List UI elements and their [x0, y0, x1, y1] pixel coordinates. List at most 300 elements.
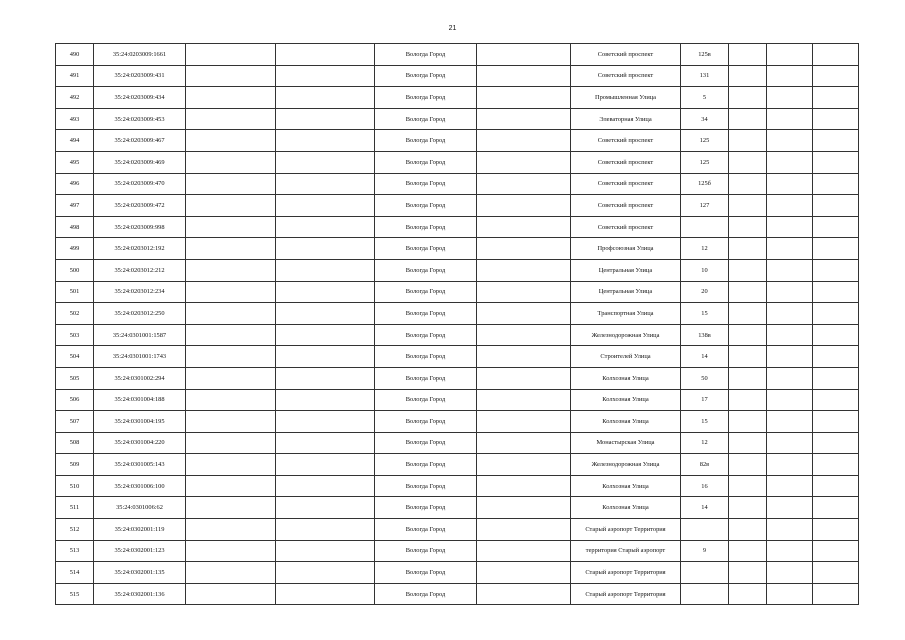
house-number-cell: 5: [681, 87, 729, 109]
empty-cell: [767, 411, 813, 433]
row-number-cell: 511: [56, 497, 94, 519]
empty-cell: [477, 195, 571, 217]
table-row: [56, 411, 859, 433]
cadastral-number-cell: 35:24:0203009:472: [94, 195, 186, 217]
house-number-cell: 20: [681, 281, 729, 303]
city-cell: Вологда Город: [375, 281, 477, 303]
empty-cell: [276, 346, 375, 368]
city-cell: Вологда Город: [375, 367, 477, 389]
empty-cell: [813, 65, 859, 87]
cadastral-number-cell: 35:24:0301004:188: [94, 389, 186, 411]
house-number-cell: [681, 519, 729, 541]
house-number-cell: 125: [681, 130, 729, 152]
empty-cell: [813, 367, 859, 389]
row-number-cell: 499: [56, 238, 94, 260]
row-number-cell: 509: [56, 454, 94, 476]
cadastral-number-cell: 35:24:0203009:467: [94, 130, 186, 152]
empty-cell: [186, 130, 276, 152]
house-number-cell: 15: [681, 411, 729, 433]
empty-cell: [477, 411, 571, 433]
empty-cell: [813, 173, 859, 195]
empty-cell: [813, 497, 859, 519]
empty-cell: [767, 475, 813, 497]
empty-cell: [767, 151, 813, 173]
empty-cell: [276, 173, 375, 195]
empty-cell: [767, 540, 813, 562]
empty-cell: [276, 259, 375, 281]
empty-cell: [276, 87, 375, 109]
street-cell: Советский проспект: [571, 195, 681, 217]
street-cell: Центральная Улица: [571, 281, 681, 303]
row-number-cell: 512: [56, 519, 94, 541]
cadastral-number-cell: 35:24:0301004:195: [94, 411, 186, 433]
empty-cell: [767, 216, 813, 238]
city-cell: Вологда Город: [375, 324, 477, 346]
empty-cell: [186, 389, 276, 411]
table-row: [56, 346, 859, 368]
cadastral-number-cell: 35:24:0301006:62: [94, 497, 186, 519]
city-cell: Вологда Город: [375, 497, 477, 519]
street-cell: Колхозная Улица: [571, 389, 681, 411]
table-row: [56, 238, 859, 260]
street-cell: Советский проспект: [571, 173, 681, 195]
empty-cell: [477, 583, 571, 605]
house-number-cell: 34: [681, 108, 729, 130]
table-row: [56, 324, 859, 346]
empty-cell: [767, 454, 813, 476]
row-number-cell: 500: [56, 259, 94, 281]
city-cell: Вологда Город: [375, 216, 477, 238]
table-row: [56, 497, 859, 519]
empty-cell: [813, 475, 859, 497]
city-cell: Вологда Город: [375, 151, 477, 173]
empty-cell: [186, 411, 276, 433]
empty-cell: [813, 259, 859, 281]
empty-cell: [276, 389, 375, 411]
empty-cell: [767, 367, 813, 389]
street-cell: Старый аэропорт Территория: [571, 562, 681, 584]
row-number-cell: 496: [56, 173, 94, 195]
city-cell: Вологда Город: [375, 411, 477, 433]
house-number-cell: 17: [681, 389, 729, 411]
empty-cell: [477, 281, 571, 303]
cadastral-number-cell: 35:24:0203009:1661: [94, 44, 186, 66]
row-number-cell: 501: [56, 281, 94, 303]
street-cell: Колхозная Улица: [571, 497, 681, 519]
cadastral-number-cell: 35:24:0301001:1743: [94, 346, 186, 368]
empty-cell: [477, 216, 571, 238]
table-row: [56, 540, 859, 562]
empty-cell: [276, 130, 375, 152]
empty-cell: [813, 151, 859, 173]
street-cell: Советский проспект: [571, 65, 681, 87]
house-number-cell: 125: [681, 151, 729, 173]
cadastral-number-cell: 35:24:0302001:135: [94, 562, 186, 584]
empty-cell: [729, 432, 767, 454]
city-cell: Вологда Город: [375, 44, 477, 66]
empty-cell: [186, 65, 276, 87]
empty-cell: [813, 583, 859, 605]
empty-cell: [767, 583, 813, 605]
house-number-cell: 131: [681, 65, 729, 87]
empty-cell: [767, 303, 813, 325]
empty-cell: [276, 497, 375, 519]
empty-cell: [767, 259, 813, 281]
empty-cell: [767, 519, 813, 541]
row-number-cell: 490: [56, 44, 94, 66]
street-cell: Советский проспект: [571, 44, 681, 66]
street-cell: Советский проспект: [571, 130, 681, 152]
empty-cell: [186, 216, 276, 238]
empty-cell: [186, 497, 276, 519]
city-cell: Вологда Город: [375, 389, 477, 411]
empty-cell: [186, 324, 276, 346]
empty-cell: [276, 324, 375, 346]
empty-cell: [477, 259, 571, 281]
empty-cell: [729, 130, 767, 152]
row-number-cell: 503: [56, 324, 94, 346]
empty-cell: [813, 454, 859, 476]
empty-cell: [276, 281, 375, 303]
city-cell: Вологда Город: [375, 475, 477, 497]
cadastral-number-cell: 35:24:0301002:294: [94, 367, 186, 389]
city-cell: Вологда Город: [375, 108, 477, 130]
empty-cell: [767, 44, 813, 66]
empty-cell: [186, 540, 276, 562]
city-cell: Вологда Город: [375, 65, 477, 87]
city-cell: Вологда Город: [375, 562, 477, 584]
empty-cell: [477, 454, 571, 476]
page-number: 21: [448, 25, 457, 32]
empty-cell: [767, 389, 813, 411]
cadastral-number-cell: 35:24:0203012:250: [94, 303, 186, 325]
empty-cell: [813, 346, 859, 368]
row-number-cell: 502: [56, 303, 94, 325]
empty-cell: [729, 65, 767, 87]
city-cell: Вологда Город: [375, 130, 477, 152]
empty-cell: [276, 583, 375, 605]
empty-cell: [276, 238, 375, 260]
empty-cell: [729, 324, 767, 346]
house-number-cell: [681, 562, 729, 584]
house-number-cell: 16: [681, 475, 729, 497]
empty-cell: [186, 195, 276, 217]
empty-cell: [276, 151, 375, 173]
empty-cell: [729, 151, 767, 173]
street-cell: территория Старый аэропорт: [571, 540, 681, 562]
table-row: [56, 475, 859, 497]
empty-cell: [767, 346, 813, 368]
empty-cell: [767, 238, 813, 260]
empty-cell: [477, 475, 571, 497]
street-cell: Железнодорожная Улица: [571, 324, 681, 346]
empty-cell: [729, 195, 767, 217]
empty-cell: [729, 389, 767, 411]
empty-cell: [767, 65, 813, 87]
cadastral-number-cell: 35:24:0302001:119: [94, 519, 186, 541]
empty-cell: [186, 259, 276, 281]
street-cell: Промышленная Улица: [571, 87, 681, 109]
house-number-cell: 12: [681, 432, 729, 454]
city-cell: Вологда Город: [375, 238, 477, 260]
empty-cell: [813, 389, 859, 411]
street-cell: Советский проспект: [571, 151, 681, 173]
city-cell: Вологда Город: [375, 583, 477, 605]
empty-cell: [767, 173, 813, 195]
empty-cell: [767, 281, 813, 303]
street-cell: Центральная Улица: [571, 259, 681, 281]
row-number-cell: 515: [56, 583, 94, 605]
empty-cell: [477, 303, 571, 325]
house-number-cell: 14: [681, 497, 729, 519]
empty-cell: [729, 562, 767, 584]
empty-cell: [186, 519, 276, 541]
empty-cell: [813, 195, 859, 217]
city-cell: Вологда Город: [375, 87, 477, 109]
house-number-cell: 15: [681, 303, 729, 325]
street-cell: Строителей Улица: [571, 346, 681, 368]
cadastral-number-cell: 35:24:0203012:212: [94, 259, 186, 281]
empty-cell: [186, 173, 276, 195]
empty-cell: [276, 432, 375, 454]
table-row: [56, 281, 859, 303]
cadastral-number-cell: 35:24:0203009:431: [94, 65, 186, 87]
empty-cell: [729, 497, 767, 519]
empty-cell: [186, 367, 276, 389]
house-number-cell: 12: [681, 238, 729, 260]
house-number-cell: 50: [681, 367, 729, 389]
empty-cell: [477, 389, 571, 411]
empty-cell: [813, 432, 859, 454]
street-cell: Советский проспект: [571, 216, 681, 238]
cadastral-number-cell: 35:24:0203009:998: [94, 216, 186, 238]
table-row: [56, 583, 859, 605]
empty-cell: [729, 540, 767, 562]
cadastral-number-cell: 35:24:0301001:1587: [94, 324, 186, 346]
empty-cell: [276, 562, 375, 584]
table-row: [56, 454, 859, 476]
table-row: [56, 303, 859, 325]
row-number-cell: 497: [56, 195, 94, 217]
row-number-cell: 507: [56, 411, 94, 433]
empty-cell: [276, 195, 375, 217]
empty-cell: [477, 519, 571, 541]
cadastral-number-cell: 35:24:0203009:453: [94, 108, 186, 130]
empty-cell: [729, 44, 767, 66]
empty-cell: [186, 346, 276, 368]
empty-cell: [186, 151, 276, 173]
city-cell: Вологда Город: [375, 259, 477, 281]
empty-cell: [767, 87, 813, 109]
street-cell: Элеваторная Улица: [571, 108, 681, 130]
city-cell: Вологда Город: [375, 303, 477, 325]
row-number-cell: 498: [56, 216, 94, 238]
empty-cell: [729, 87, 767, 109]
empty-cell: [477, 562, 571, 584]
table-row: [56, 87, 859, 109]
empty-cell: [729, 367, 767, 389]
house-number-cell: 14: [681, 346, 729, 368]
street-cell: Транспортная Улица: [571, 303, 681, 325]
empty-cell: [276, 475, 375, 497]
empty-cell: [729, 173, 767, 195]
empty-cell: [477, 130, 571, 152]
street-cell: Колхозная Улица: [571, 367, 681, 389]
empty-cell: [186, 432, 276, 454]
house-number-cell: 127: [681, 195, 729, 217]
cadastral-number-cell: 35:24:0301006:100: [94, 475, 186, 497]
empty-cell: [729, 108, 767, 130]
empty-cell: [186, 281, 276, 303]
city-cell: Вологда Город: [375, 195, 477, 217]
row-number-cell: 494: [56, 130, 94, 152]
empty-cell: [186, 475, 276, 497]
table-row: [56, 65, 859, 87]
empty-cell: [767, 324, 813, 346]
row-number-cell: 513: [56, 540, 94, 562]
table-body: [56, 44, 859, 605]
empty-cell: [186, 108, 276, 130]
empty-cell: [477, 173, 571, 195]
empty-cell: [767, 195, 813, 217]
city-cell: Вологда Город: [375, 454, 477, 476]
empty-cell: [477, 324, 571, 346]
row-number-cell: 505: [56, 367, 94, 389]
empty-cell: [477, 540, 571, 562]
empty-cell: [276, 519, 375, 541]
empty-cell: [186, 583, 276, 605]
empty-cell: [813, 87, 859, 109]
empty-cell: [767, 108, 813, 130]
table-row: [56, 195, 859, 217]
empty-cell: [729, 411, 767, 433]
cadastral-number-cell: 35:24:0203009:470: [94, 173, 186, 195]
empty-cell: [276, 216, 375, 238]
row-number-cell: 514: [56, 562, 94, 584]
empty-cell: [276, 108, 375, 130]
empty-cell: [186, 454, 276, 476]
city-cell: Вологда Город: [375, 173, 477, 195]
empty-cell: [729, 216, 767, 238]
empty-cell: [813, 281, 859, 303]
city-cell: Вологда Город: [375, 432, 477, 454]
empty-cell: [729, 454, 767, 476]
row-number-cell: 506: [56, 389, 94, 411]
row-number-cell: 508: [56, 432, 94, 454]
house-number-cell: 125б: [681, 173, 729, 195]
cadastral-number-cell: 35:24:0302001:136: [94, 583, 186, 605]
empty-cell: [729, 238, 767, 260]
street-cell: Колхозная Улица: [571, 475, 681, 497]
empty-cell: [477, 108, 571, 130]
empty-cell: [477, 432, 571, 454]
city-cell: Вологда Город: [375, 346, 477, 368]
table-row: [56, 173, 859, 195]
empty-cell: [186, 562, 276, 584]
table-row: [56, 216, 859, 238]
empty-cell: [813, 130, 859, 152]
empty-cell: [729, 281, 767, 303]
empty-cell: [186, 44, 276, 66]
empty-cell: [813, 303, 859, 325]
cadastral-number-cell: 35:24:0203012:234: [94, 281, 186, 303]
empty-cell: [813, 519, 859, 541]
empty-cell: [276, 65, 375, 87]
empty-cell: [276, 367, 375, 389]
empty-cell: [276, 540, 375, 562]
empty-cell: [186, 87, 276, 109]
empty-cell: [477, 367, 571, 389]
empty-cell: [276, 411, 375, 433]
table-row: [56, 44, 859, 66]
empty-cell: [729, 303, 767, 325]
empty-cell: [767, 432, 813, 454]
empty-cell: [813, 216, 859, 238]
empty-cell: [813, 324, 859, 346]
table-row: [56, 259, 859, 281]
house-number-cell: [681, 583, 729, 605]
empty-cell: [813, 238, 859, 260]
empty-cell: [729, 259, 767, 281]
street-cell: Железнодорожная Улица: [571, 454, 681, 476]
house-number-cell: [681, 216, 729, 238]
house-number-cell: 125в: [681, 44, 729, 66]
empty-cell: [813, 540, 859, 562]
empty-cell: [477, 87, 571, 109]
empty-cell: [813, 108, 859, 130]
table-row: [56, 562, 859, 584]
house-number-cell: 9: [681, 540, 729, 562]
table-row: [56, 130, 859, 152]
empty-cell: [767, 497, 813, 519]
empty-cell: [813, 562, 859, 584]
table-row: [56, 389, 859, 411]
cadastral-number-cell: 35:24:0301004:220: [94, 432, 186, 454]
table-row: [56, 151, 859, 173]
registry-table: [55, 43, 859, 605]
empty-cell: [729, 346, 767, 368]
street-cell: Колхозная Улица: [571, 411, 681, 433]
street-cell: Монастырская Улица: [571, 432, 681, 454]
table-row: [56, 367, 859, 389]
empty-cell: [186, 238, 276, 260]
street-cell: Профсоюзная Улица: [571, 238, 681, 260]
empty-cell: [729, 583, 767, 605]
empty-cell: [729, 475, 767, 497]
empty-cell: [767, 130, 813, 152]
house-number-cell: 10: [681, 259, 729, 281]
empty-cell: [276, 44, 375, 66]
house-number-cell: 82в: [681, 454, 729, 476]
cadastral-number-cell: 35:24:0301005:143: [94, 454, 186, 476]
empty-cell: [276, 303, 375, 325]
empty-cell: [477, 44, 571, 66]
empty-cell: [767, 562, 813, 584]
cadastral-number-cell: 35:24:0203009:469: [94, 151, 186, 173]
table-row: [56, 432, 859, 454]
cadastral-number-cell: 35:24:0203009:434: [94, 87, 186, 109]
row-number-cell: 493: [56, 108, 94, 130]
cadastral-number-cell: 35:24:0302001:123: [94, 540, 186, 562]
empty-cell: [813, 411, 859, 433]
empty-cell: [813, 44, 859, 66]
empty-cell: [477, 151, 571, 173]
row-number-cell: 510: [56, 475, 94, 497]
street-cell: Старый аэропорт Территория: [571, 519, 681, 541]
city-cell: Вологда Город: [375, 519, 477, 541]
empty-cell: [186, 303, 276, 325]
table-row: [56, 108, 859, 130]
